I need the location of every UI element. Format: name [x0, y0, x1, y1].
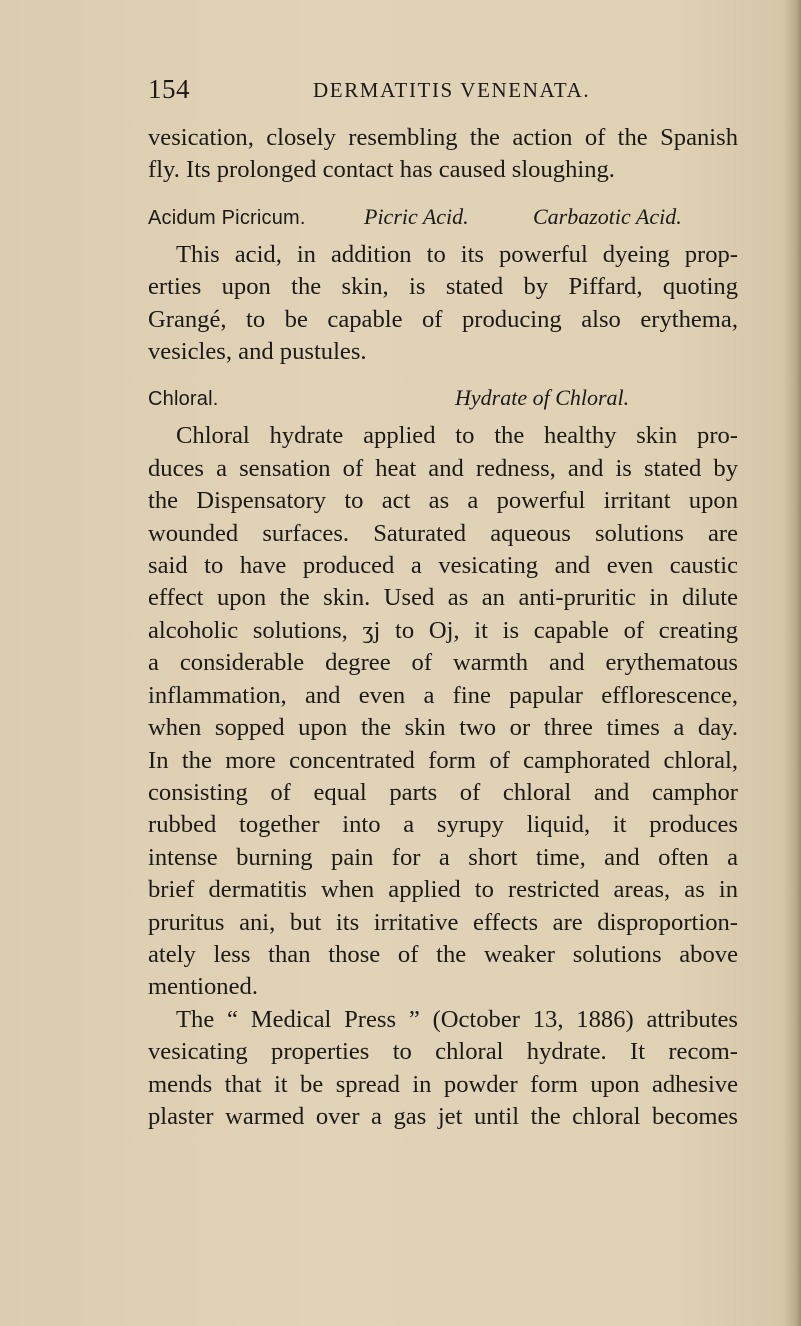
text-line: Chloral hydrate applied to the healthy skin pro- [176, 422, 738, 450]
heading-alternate-name: Carbazotic Acid. [533, 203, 682, 229]
text-line: vesicles, and pustules. [148, 338, 367, 366]
text-line: duces a sensation of heat and redness, and is stated by [148, 454, 738, 482]
text-line: ately less than those of the weaker solutions above [148, 940, 738, 968]
heading-latin-name: Acidum Picricum. [148, 206, 306, 229]
text-line: inflammation, and even a fine papular efflorescence, [148, 681, 738, 709]
text-line: consisting of equal parts of chloral and camphor [148, 778, 738, 806]
page-edge-shadow [783, 0, 801, 1326]
page-number: 154 [148, 74, 190, 104]
paragraph-picric-acid [148, 239, 738, 369]
running-head: DERMATITIS VENENATA. [313, 78, 591, 102]
text-line: plaster warmed over a gas jet until the chloral becomes [148, 1102, 738, 1130]
text-line: wounded surfaces. Saturated aqueous solutions are [148, 519, 738, 547]
text-line: mentioned. [148, 973, 258, 1001]
text-line: rubbed together into a syrupy liquid, it produces [148, 811, 738, 839]
paragraph-continuation [148, 122, 738, 187]
body-text [148, 122, 738, 1133]
text-line: erties upon the skin, is stated by Piffard, quoting [148, 273, 738, 301]
text-line: Grangé, to be capable of producing also erythema, [148, 305, 738, 333]
paragraph-medical-press [148, 1004, 738, 1134]
heading-english-name: Picric Acid. [364, 203, 469, 229]
text-line: vesicating properties to chloral hydrate. It recom- [148, 1038, 738, 1066]
text-line: a considerable degree of warmth and erythematous [148, 649, 738, 677]
text-line: mends that it be spread in powder form upon adhesive [148, 1070, 738, 1098]
text-line: intense burning pain for a short time, and often a [148, 843, 738, 871]
text-line: effect upon the skin. Used as an anti-pruritic in dilute [148, 584, 738, 612]
text-line: pruritus ani, but its irritative effects are disproportion- [148, 908, 738, 936]
text-line: brief dermatitis when applied to restricted areas, as in [148, 876, 738, 904]
heading-latin-name: Chloral. [148, 388, 219, 411]
section-heading-chloral [148, 385, 738, 417]
page-header [148, 74, 748, 106]
text-line: The “ Medical Press ” (October 13, 1886) attributes [176, 1005, 738, 1033]
text-line: when sopped upon the skin two or three times a day. [148, 714, 738, 742]
paragraph-chloral-hydrate [148, 420, 738, 1003]
heading-english-name: Hydrate of Chloral. [455, 385, 630, 411]
text-line: said to have produced a vesicating and even caustic [148, 552, 738, 580]
text-line: fly. Its prolonged contact has caused sloughing. [148, 156, 615, 184]
section-heading-picric-acid [148, 204, 738, 236]
text-line: This acid, in addition to its powerful dyeing prop- [176, 240, 738, 268]
text-line: In the more concentrated form of camphorated chloral, [148, 746, 738, 774]
text-line: vesication, closely resembling the action of the Spanish [148, 124, 738, 151]
text-line: the Dispensatory to act as a powerful irritant upon [148, 487, 738, 515]
text-line: alcoholic solutions, ʒj to Oj, it is capable of creating [148, 616, 738, 644]
